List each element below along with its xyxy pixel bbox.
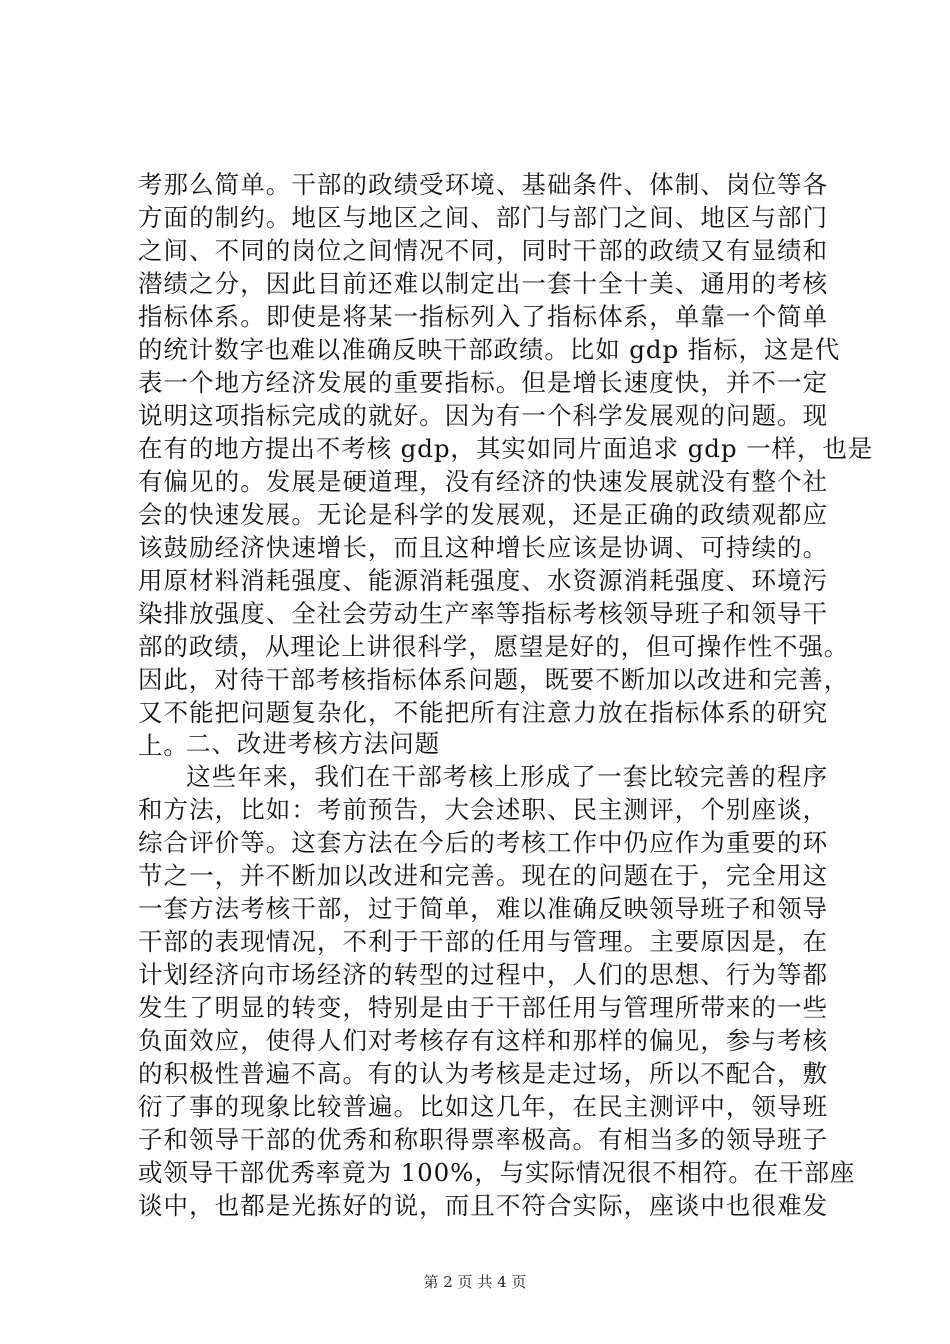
text-line: 考那么简单。干部的政绩受环境、基础条件、体制、岗位等各: [138, 170, 828, 199]
text-line: 综合评价等。这套方法在今后的考核工作中仍应作为重要的环: [138, 828, 828, 857]
text-line: 又不能把问题复杂化，不能把所有注意力放在指标体系的研究: [138, 698, 828, 727]
text-line: 说明这项指标完成的就好。因为有一个科学发展观的问题。现: [138, 401, 828, 430]
text-line: 谈中，也都是光拣好的说，而且不符合实际，座谈中也很难发: [138, 1191, 828, 1220]
text-line: 的统计数字也难以准确反映干部政绩。比如 gdp 指标，这是代: [138, 335, 841, 364]
text-line: 这些年来，我们在干部考核上形成了一套比较完善的程序: [186, 762, 828, 791]
text-line: 因此，对待干部考核指标体系问题，既要不断加以改进和完善，: [138, 665, 850, 694]
text-line: 计划经济向市场经济的转型的过程中，人们的思想、行为等都: [138, 960, 828, 989]
text-line: 指标体系。即使是将某一指标列入了指标体系，单靠一个简单: [138, 302, 828, 331]
text-line: 节之一，并不断加以改进和完善。现在的问题在于，完全用这: [138, 861, 828, 890]
text-line: 该鼓励经济快速增长，而且这种增长应该是协调、可持续的。: [138, 533, 828, 562]
text-line: 潜绩之分，因此目前还难以制定出一套十全十美、通用的考核: [138, 269, 828, 298]
text-line: 一套方法考核干部，过于简单，难以准确反映领导班子和领导: [138, 894, 828, 923]
text-line: 用原材料消耗强度、能源消耗强度、水资源消耗强度、环境污: [138, 566, 828, 595]
text-line: 或领导干部优秀率竟为 100%，与实际情况很不相符。在干部座: [138, 1158, 856, 1187]
text-line: 染排放强度、全社会劳动生产率等指标考核领导班子和领导干: [138, 599, 828, 628]
page-footer: 第 2 页 共 4 页: [423, 1273, 527, 1291]
text-line: 会的快速发展。无论是科学的发展观，还是正确的政绩观都应: [138, 500, 828, 529]
text-line: 表一个地方经济发展的重要指标。但是增长速度快，并不一定: [138, 368, 828, 397]
section-two: [138, 727, 856, 1222]
text-line: 的积极性普遍不高。有的认为考核是走过场，所以不配合，敷: [138, 1059, 828, 1088]
text-line: 部的政绩，从理论上讲很科学，愿望是好的，但可操作性不强。: [138, 632, 850, 661]
text-line: 和方法，比如：考前预告，大会述职、民主测评，个别座谈，: [138, 795, 828, 824]
text-line: 衍了事的现象比较普遍。比如这几年，在民主测评中，领导班: [138, 1092, 828, 1121]
text-line: 干部的表现情况，不利于干部的任用与管理。主要原因是，在: [138, 927, 828, 956]
text-line: 发生了明显的转变，特别是由于干部任用与管理所带来的一些: [138, 993, 828, 1022]
text-line: 上。: [138, 731, 189, 760]
body-paragraph-continued: [138, 168, 874, 762]
text-line: 负面效应，使得人们对考核存有这样和那样的偏见，参与考核: [138, 1026, 828, 1055]
text-line: 子和领导干部的优秀和称职得票率极高。有相当多的领导班子: [138, 1125, 828, 1154]
text-line: 有偏见的。发展是硬道理，没有经济的快速发展就没有整个社: [138, 467, 828, 496]
section-heading: 二、改进考核方法问题: [186, 729, 440, 758]
text-line: 方面的制约。地区与地区之间、部门与部门之间、地区与部门: [138, 203, 828, 232]
text-line: 在有的地方提出不考核 gdp，其实如同片面追求 gdp 一样，也是: [138, 434, 874, 463]
text-line: 之间、不同的岗位之间情况不同，同时干部的政绩又有显绩和: [138, 236, 828, 265]
